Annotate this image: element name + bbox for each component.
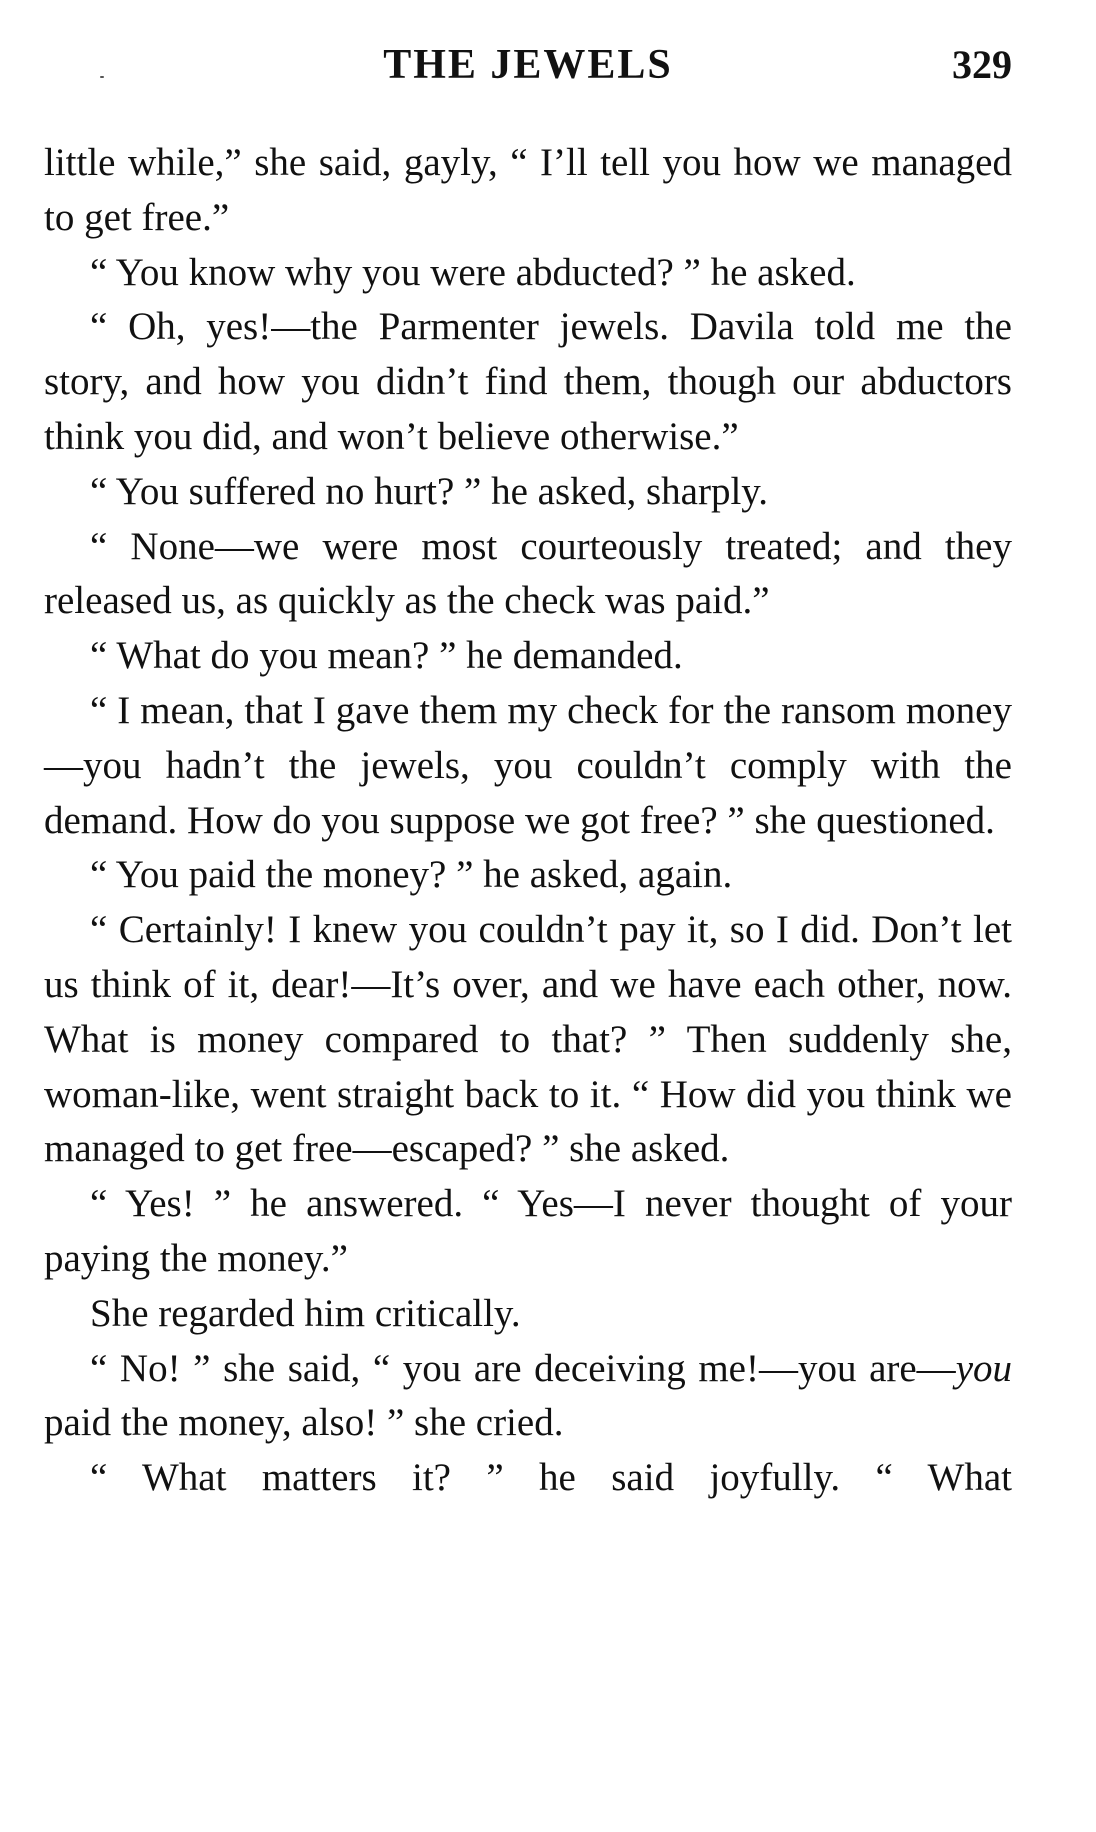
page-number: 329 <box>952 42 1012 87</box>
paragraph: “ I mean, that I gave them my check for the ransom money—you hadn’t the jewels, you couldn’t comply with the demand. How do you suppose we got free? ” she questioned. <box>44 688 1012 842</box>
paragraph: “ You know why you were abducted? ” he asked. <box>90 250 856 294</box>
paragraph: “ What do you mean? ” he demanded. <box>90 634 683 678</box>
body-text <box>44 136 1012 1506</box>
paragraph: “ None—we were most courteously treated; and they released us, as quickly as the check was paid.” <box>44 524 1012 623</box>
paragraph-text: paid the money, also! ” she cried. <box>44 1401 564 1445</box>
running-title: THE JEWELS <box>383 42 673 88</box>
paragraph: “ You paid the money? ” he asked, again. <box>90 853 733 897</box>
paragraph: “ You suffered no hurt? ” he asked, sharply. <box>90 469 769 513</box>
paragraph-with-italic <box>44 1342 1012 1452</box>
print-speck <box>100 76 104 78</box>
paragraph-last-line: “ What matters it? ” he said joyfully. “ What <box>90 1456 1012 1500</box>
paragraph: “ Oh, yes!—the Parmenter jewels. Davila told me the story, and how you didn’t find them, though our abductors think you did, and won’t believe otherwise.” <box>44 305 1012 458</box>
italic-word: you <box>955 1346 1012 1390</box>
paragraph: “ Yes! ” he answered. “ Yes—I never thought of your paying the money.” <box>44 1182 1012 1280</box>
paragraph-continuation: little while,” she said, gayly, “ I’ll tell you how we managed to get free.” <box>44 141 1012 239</box>
running-head <box>44 40 1012 90</box>
paragraph: She regarded him critically. <box>90 1291 521 1335</box>
paragraph-text: “ No! ” she said, “ you are deceiving me!—you are— <box>90 1346 956 1390</box>
paragraph: “ Certainly! I knew you couldn’t pay it, so I did. Don’t let us think of it, dear!—It’s over, and we have each other, now. What is money compared to that? ” Then suddenly she, woman-like, went straight back to it. “ How did you think we managed to get free—escaped? ” she asked. <box>44 908 1012 1171</box>
